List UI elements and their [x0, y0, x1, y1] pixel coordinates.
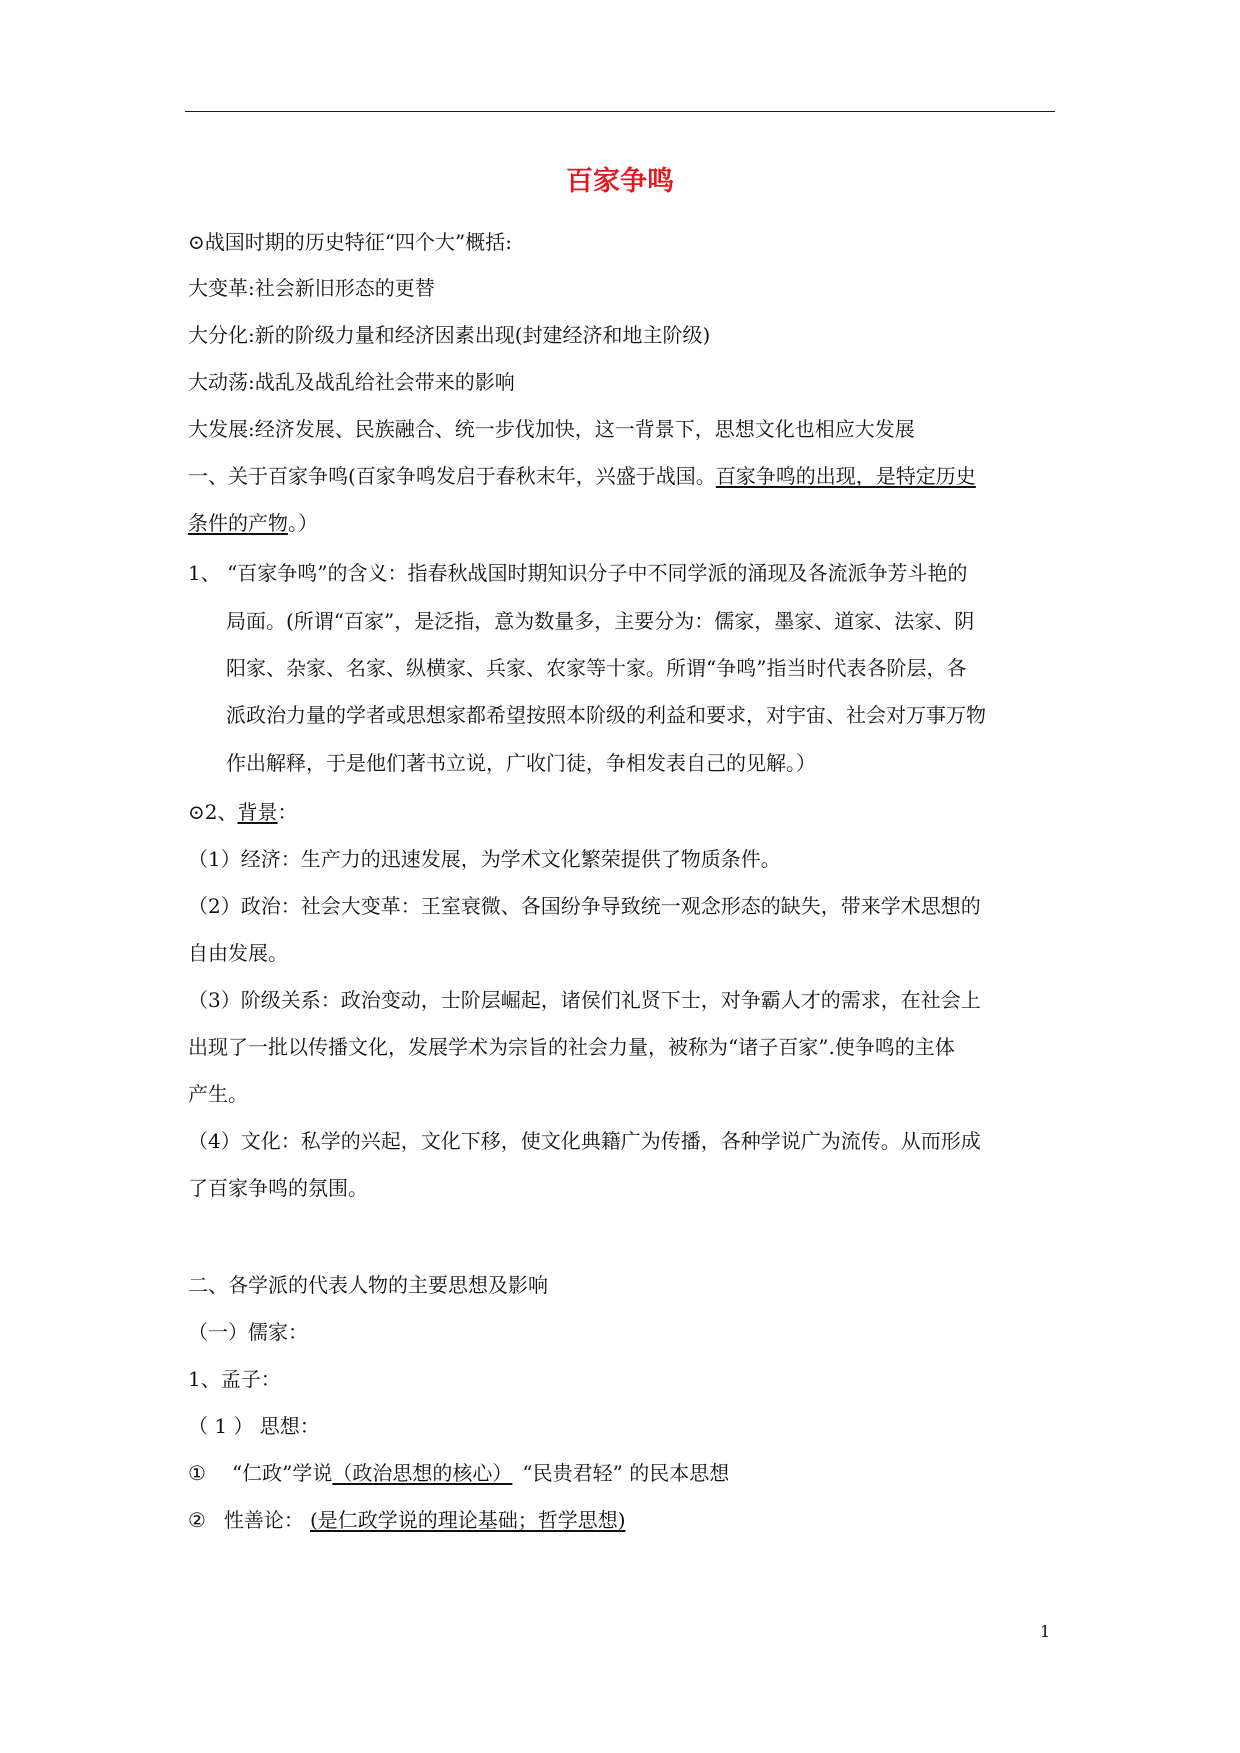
intro-item-2: 大分化:新的阶级力量和经济因素出现(封建经济和地主阶级): [188, 323, 711, 347]
intro-item-4: 大发展:经济发展、民族融合、统一步伐加快，这一背景下，思想文化也相应大发展: [188, 417, 915, 441]
item2-underlined: (是仁政学说的理论基础；哲学思想): [309, 1508, 626, 1532]
thought-heading: （ 1 ） 思想：: [188, 1414, 320, 1438]
background-economy: （1）经济：生产力的迅速发展，为学术文化繁荣提供了物质条件。: [188, 847, 781, 871]
item1-rest: “民贵君轻” 的民本思想: [522, 1461, 730, 1485]
meaning-line-5: 作出解释，于是他们著书立说，广收门徒，争相发表自己的见解。）: [226, 751, 816, 775]
section1-heading-underlined: 百家争鸣的出现，是特定历史: [715, 464, 976, 488]
section1-heading-cont: [188, 508, 318, 538]
background-suffix: ：: [277, 800, 298, 824]
background-culture-cont: 了百家争鸣的氛围。: [188, 1176, 368, 1200]
item2-number: ②: [188, 1508, 206, 1532]
item1-number: ①: [188, 1461, 206, 1485]
background-label: 背景: [237, 800, 278, 824]
page-title: 百家争鸣: [566, 166, 674, 197]
background-class-cont: 出现了一批以传播文化，发展学术为宗旨的社会力量，被称为“诸子百家”.使争鸣的主体: [188, 1035, 955, 1059]
meaning-line-4: 派政治力量的学者或思想家都希望按照本阶级的利益和要求，对宇宙、社会对万事万物: [226, 703, 986, 727]
background-heading: [188, 797, 297, 827]
section1-heading-text: 一、关于百家争鸣(百家争鸣发启于春秋末年，兴盛于战国。: [188, 464, 716, 488]
item2-text: 性善论：: [223, 1508, 304, 1532]
background-prefix: ⊙2、: [188, 800, 238, 824]
section1-heading-underlined-2: 条件的产物: [188, 511, 288, 535]
mencius-heading: 1、孟子：: [188, 1367, 281, 1391]
thought-item-1: [188, 1458, 729, 1488]
background-class: （3）阶级关系：政治变动，士阶层崛起，诸侯们礼贤下士，对争霸人才的需求，在社会上: [188, 988, 981, 1012]
item1-underlined: （政治思想的核心）: [332, 1461, 513, 1485]
item1-text: “仁政”学说: [231, 1461, 333, 1485]
intro-item-1: 大变革:社会新旧形态的更替: [188, 276, 435, 300]
meaning-line-3: 阳家、杂家、名家、纵横家、兵家、农家等十家。所谓“争鸣”指当时代表各阶层，各: [226, 656, 967, 680]
background-culture: （4）文化：私学的兴起，文化下移，使文化典籍广为传播，各种学说广为流传。从而形成: [188, 1129, 981, 1153]
background-politics-cont: 自由发展。: [188, 941, 288, 965]
header-rule: [185, 111, 1055, 112]
background-class-end: 产生。: [188, 1082, 248, 1106]
page-number: 1: [1040, 1622, 1051, 1641]
section2-heading: 二、各学派的代表人物的主要思想及影响: [188, 1273, 548, 1297]
intro-item-3: 大动荡:战乱及战乱给社会带来的影响: [188, 370, 515, 394]
section1-heading-end: 。）: [288, 511, 318, 535]
meaning-line-2: 局面。(所谓“百家”，是泛指，意为数量多，主要分为：儒家，墨家、道家、法家、阴: [226, 609, 975, 633]
confucian-heading: （一）儒家：: [188, 1320, 308, 1344]
section1-heading: [188, 461, 976, 491]
thought-item-2: [188, 1505, 626, 1535]
intro-heading: ⊙战国时期的历史特征“四个大”概括:: [188, 230, 512, 254]
background-politics: （2）政治：社会大变革：王室衰微、各国纷争导致统一观念形态的缺失，带来学术思想的: [188, 894, 981, 918]
meaning-line-1: 1、 “百家争鸣”的含义：指春秋战国时期知识分子中不同学派的涌现及各流派争芳斗艳的: [188, 561, 968, 585]
